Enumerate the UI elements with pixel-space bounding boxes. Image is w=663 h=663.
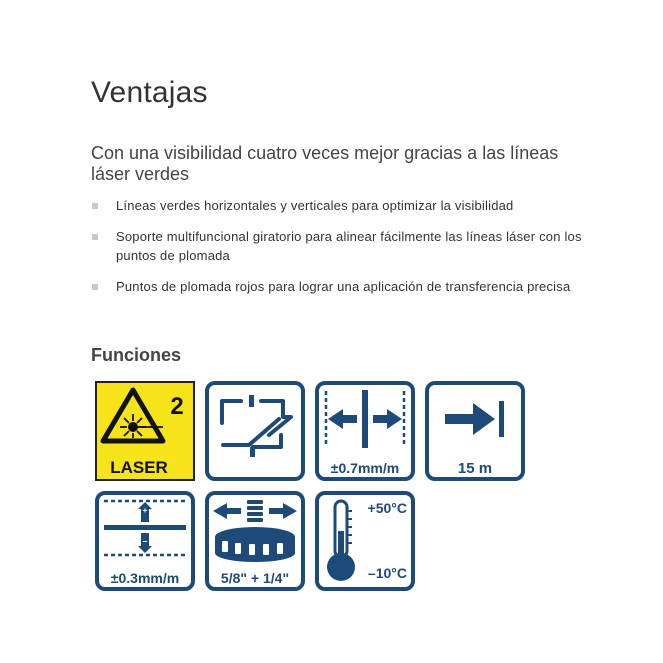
list-item-text: Líneas verdes horizontales y verticales para optimizar la visibilidad [116, 198, 514, 213]
temperature-max-label: +50°C [367, 500, 407, 516]
working-range-label: 15 m [457, 460, 493, 477]
temperature-range-icon [315, 491, 415, 591]
advantages-headline: Con una visibilidad cuatro veces mejor gracias a las líneas láser verdes [91, 143, 559, 184]
list-item [91, 227, 611, 265]
line-accuracy-icon [315, 381, 415, 481]
laser-label: LASER [110, 458, 168, 477]
line-accuracy-label: ±0.7mm/m [330, 460, 400, 476]
tripod-thread-label: 5/8" + 1/4" [220, 570, 290, 586]
list-item [91, 196, 611, 215]
list-item-text: Soporte multifuncional giratorio para alinear fácilmente las líneas láser con los puntos de plomada [116, 229, 582, 263]
temperature-min-label: –10°C [367, 565, 407, 581]
list-item [91, 277, 611, 296]
bullet-square-icon [92, 203, 98, 209]
tripod-thread-icon [205, 491, 305, 591]
plumb-accuracy-label: ±0.3mm/m [110, 570, 180, 586]
svg-text:+: + [142, 506, 148, 515]
functions-title: Funciones [91, 345, 182, 365]
page-title: Ventajas [91, 76, 208, 109]
bullet-square-icon [92, 284, 98, 290]
laser-class-number: 2 [170, 393, 184, 420]
bullet-square-icon [92, 234, 98, 240]
list-item-text: Puntos de plomada rojos para lograr una aplicación de transferencia precisa [116, 279, 571, 294]
working-range-icon [425, 381, 525, 481]
advantages-list [91, 196, 611, 308]
laser-class-2-icon [95, 381, 195, 481]
plumb-accuracy-icon [95, 491, 195, 591]
svg-text:–: – [142, 536, 148, 546]
self-leveling-pendulum-icon [205, 381, 305, 481]
